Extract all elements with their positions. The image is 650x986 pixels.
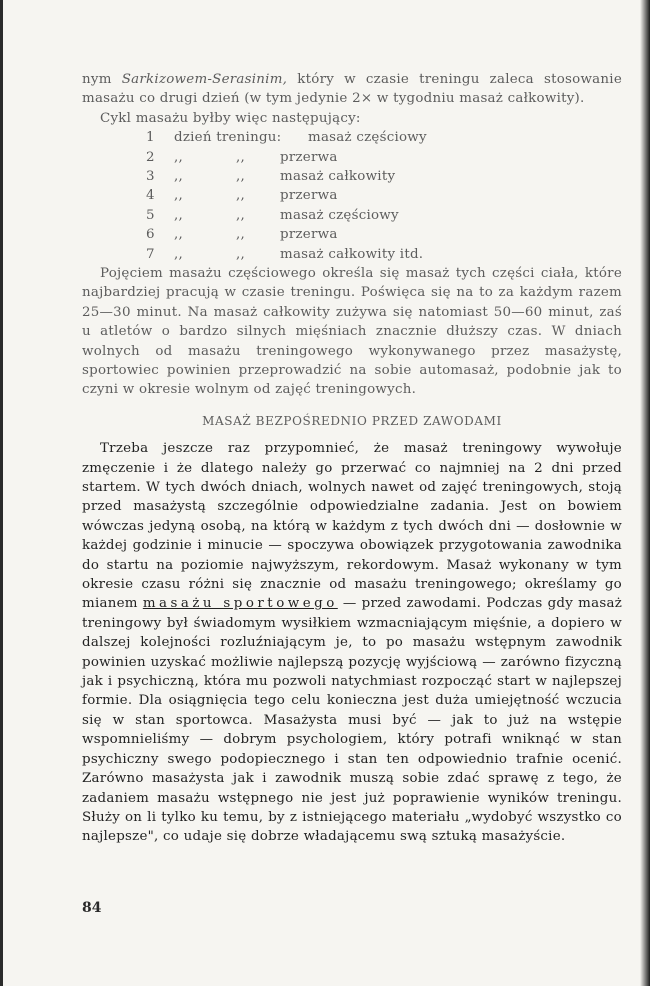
schedule-row: 1 dzień treningu: masaż częściowy [146,130,427,146]
paragraph-partial-massage: Pojęciem masażu częściowego określa się masaż tych części ciała, które najbardziej pracują w czasie treningu. Poświęca się na to za każdym razem 25—30 minut. Na masaż całkowity zużywa się natomiast 50—60 minut, zaś u atletów o bardzo silnych mięśniach znacznie dłuższy czas. W dniach wolnych od masażu treningowego wykonywanego przez masażystę, sportowiec powinien przeprowadzić na sobie automasaż, podobnie jak to czyni w okresie wolnym od zajęć treningowych. [82,265,622,398]
paragraph-pre-competition: Trzeba jeszcze raz przypomnieć, że masaż treningowy wywołuje zmęczenie i że dlatego należy go przerwać co najmniej na 2 dni przed startem. W tych dwóch dniach, wolnych nawet od zajęć treningowych, stoją przed masażystą szczególnie odpowiedzialne zadania. Jest on bowiem wówczas jedyną osobą, na którą w każdym z tych dwóch dni — dosłownie w każdej godzinie i minucie — spoczywa obowiązek przygotowania zawodnika do startu na poziomie najwyższym, rekordowym. Masaż wykonany w tym okresie czasu różni się znacznie od masażu treningowego; określamy go mianem masażu sportowego — przed zawodami. Podczas gdy masaż treningowy był świadomym wysiłkiem wzmacniającym mięśnie, a dopiero w dalszej kolejności rozluźniającym je, to po masażu wstępnym zawodnik powinien uzyskać możliwie najlepszą pozycję wyjściową — zarówno fizyczną jak i psychiczną, która mu pozwoli natychmiast rozpocząć start w najlepszej formie. Dla osiągnięcia tego celu konieczna jest duża umiejętność wczucia się w stan sportowca. Masażysta musi być — jak to już na wstępie wspomnieliśmy — dobrym psychologiem, który potrafi wniknąć w stan psychiczny swego podopiecznego i stan ten odpowiednio trafnie ocenić. Zarówno masażysta jak i zawodnik muszą sobie zdać sprawę z tego, że zadaniem masażu wstępnego nie jest już poprawienie wyników treningu. Służy on li tylko ku temu, by z istniejącego materiału „wydobyć wszystko co najlepsze", co udaje się dobrze władającemu swą sztuką masażyście. [82,441,623,845]
page-right-edge [640,0,650,986]
spaced-term: masażu sportowego [142,596,338,612]
author-name: Sarkizowem-Serasinim, [121,72,288,87]
page-content [82,70,622,847]
massage-schedule [146,128,622,264]
schedule-row: 3 ,, ,, masaż całkowity [146,169,396,184]
page-number: 84 [82,900,102,916]
schedule-row: 5 ,, ,, masaż częściowy [146,207,399,223]
schedule-row: 7 ,, ,, masaż całkowity itd. [146,246,424,262]
paragraph-cycle-intro: Cykl masażu byłby więc następujący: [100,110,361,126]
section-heading: MASAŻ BEZPOŚREDNIO PRZED ZAWODAMI [202,413,502,428]
schedule-row: 2 ,, ,, przerwa [146,149,338,165]
page-left-edge [0,0,3,986]
paragraph-intro: nym Sarkizowem-Serasinim, który w czasie treningu zaleca stosowanie masażu co drugi dzień (w tym jedynie 2× w tygodniu masaż całkowity). [82,72,622,107]
schedule-row: 4 ,, ,, przerwa [146,188,338,204]
schedule-row: 6 ,, ,, przerwa [146,227,338,243]
